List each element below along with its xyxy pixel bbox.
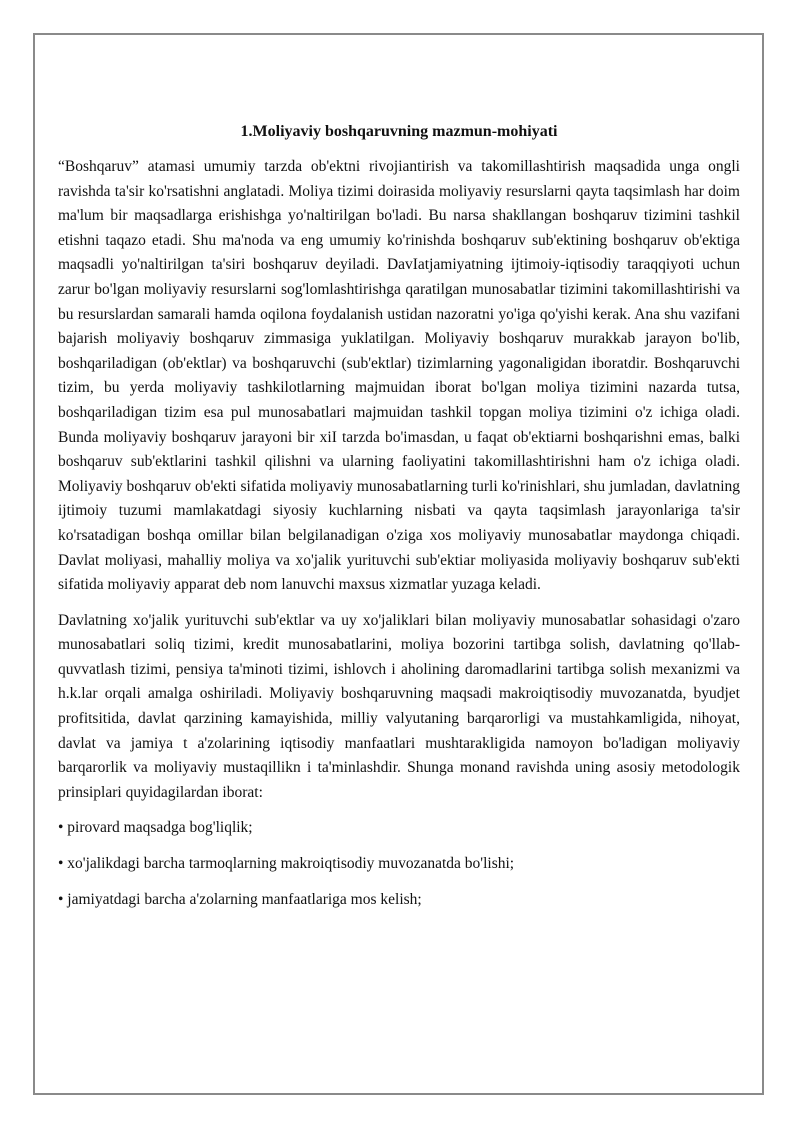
paragraph: Davlatning xo'jalik yurituvchi sub'ektlar va uy xo'jaliklari bilan moliyaviy munosabatlar sohasidagi o'zaro munosabatlari soliq tizimi, kredit munosabatlarini, moliya bozorini tartibga solish, davlatning qo'llab-quvvatlash tizimi, pensiya ta'minoti tizimi, ishlovch i aholining daromadlarini tartibga solish mexanizmi va h.k.lar orqali amalga oshiriladi. Moliyaviy boshqaruvning maqsadi makroiqtisodiy muvozanatda, byudjet profitsitida, davlat qarzining kamayishida, milliy valyutaning barqarorligi va mustahkamligida, nihoyat, davlat va jamiya t a'zolarining iqtisodiy manfaatlari mushtarakligida namoyon bo'ladigan moliyaviy barqarorlik va moliyaviy mustaqillikn i ta'minlashdir. Shunga monand ravishda uning asosiy metodologik prinsiplari quyidagilardan iborat: <box>58 611 740 801</box>
bullet-item: • pirovard maqsadga bog'liqlik; <box>58 819 253 837</box>
document-body <box>58 120 740 923</box>
paragraph: “Boshqaruv” atamasi umumiy tarzda ob'ektni rivojiantirish va takomillashtirish maqsadida unga ongli ravishda ta'sir ko'rsatishni anglatadi. Moliya tizimi doirasida moliyaviy resurslarni qayta taqsimlash har doim ma'lum bir maqsadlarga erishishga yo'naltirilgan bo'ladi. Bu narsa shakllangan boshqaruv tizimini tashkil etishni taqazo etadi. Shu ma'noda va eng umumiy ko'rinishda boshqaruv sub'ektining boshqaruv ob'ektiga maqsadli yo'naltirilgan ta'siri boshqaruv deyiladi. DavIatjamiyatning ijtimoiy-iqtisodiy taraqqiyoti uchun zarur bo'lgan moliyaviy resurslarni sog'lomlashtirishga qaratilgan munosabatlar tizimini takomillashtirishi va bu resurslardan samarali hamda oqilona foydalanish ustidan nazoratni yo'iga qo'yishi kerak. Ana shu vazifani bajarish moliyaviy boshqaruv zimmasiga yuklatilgan. Moliyaviy boshqaruv murakkab jarayon bo'lib, boshqariladigan (ob'ektlar) va boshqaruvchi (sub'ektlar) tizimlarning yagonaligidan iboratdir. Boshqaruvchi tizim, bu yerda moliyaviy tashkilotlarning majmuidan iborat bo'lgan moliya tizimini nazarda tutsa, boshqariladigan tizim esa pul munosabatlari majmuidan tashkil topgan moliya tizimini o'z ichiga oladi. Bunda moliyaviy boshqaruv jarayoni bir xiI tarzda bo'imasdan, u faqat ob'ektiarni boshqarishni emas, balki boshqaruv sub'ektlarini tashkil qilishni va ularning faoliyatini takomillashtirishni ham o'z ichiga oladi. Moliyaviy boshqaruv ob'ekti sifatida moliyaviy munosabatlarning turli ko'rinishlari, shu jumladan, davlatning ijtimoiy tuzumi mamlakatdagi siyosiy kuchlarning nisbati va qayta taqsimlash jarayonlariga ta'sir ko'rsatadigan boshqa omillar bilan belgilanadigan o'ziga xos moliyaviy munosabatlar maydonga chiqadi. Davlat moliyasi, mahalliy moliya va xo'jalik yurituvchi sub'ektiar moliyasida moliyaviy boshqaruv sub'ekti sifatida moliyaviy apparat deb nom lanuvchi maxsus xizmatlar yuzaga keladi. <box>58 158 740 594</box>
bullet-item: • xo'jalikdagi barcha tarmoqlarning makroiqtisodiy muvozanatda bo'lishi; <box>58 855 515 873</box>
bullet-item: • jamiyatdagi barcha a'zolarning manfaatlariga mos kelish; <box>58 890 422 908</box>
document-title: 1.Moliyaviy boshqaruvning mazmun-mohiyati <box>240 123 558 140</box>
